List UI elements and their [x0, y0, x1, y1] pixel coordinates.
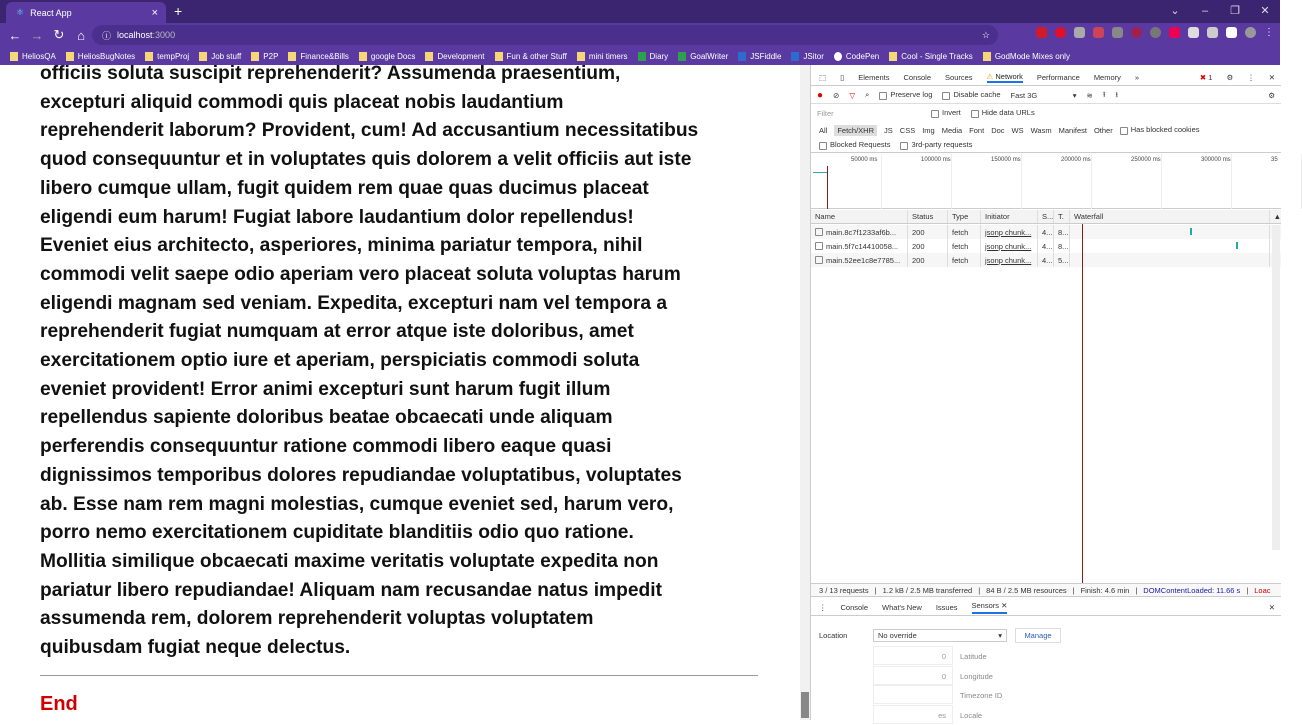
tab-label: Issues [935, 603, 958, 612]
time-tick: 35 [1271, 157, 1278, 163]
text-line: reprehenderit laborum? Provident, cum! Ad accusantium necessitatibus [40, 120, 699, 142]
table-row[interactable] [811, 239, 1281, 253]
text-line: ab. Esse nam rem magni molestias, cumque eveniet sed, harum vero, [40, 493, 674, 515]
row-checkbox[interactable] [815, 228, 823, 236]
browser-tab[interactable] [6, 2, 166, 23]
tab-search-icon[interactable]: ⌄ [1170, 5, 1180, 17]
tab-label: Console [840, 603, 869, 612]
time-tick: 50000 ms [851, 157, 878, 163]
tab-console[interactable] [904, 73, 932, 82]
load-marker [827, 166, 828, 209]
extension-icon[interactable] [1169, 27, 1180, 38]
waterfall-load-line [1082, 224, 1083, 583]
text-line: repellendus sapiente doloribus beatae obcaecati unde aliquam [40, 407, 613, 429]
cell-text: 200 [912, 241, 925, 251]
tab-label: Elements [858, 72, 890, 82]
bookmark-label: JSitor [803, 51, 824, 61]
preserve-log-checkbox[interactable]: Preserve log [879, 90, 932, 99]
cell-text: main.52ee1c8e7785... [826, 255, 901, 265]
type-filter-ws[interactable]: WS [1011, 125, 1024, 135]
home-icon[interactable]: ⌂ [77, 27, 85, 43]
close-drawer-icon[interactable]: ✕ [1268, 603, 1275, 612]
grid-line [1231, 154, 1232, 209]
puzzle-icon[interactable] [1188, 27, 1199, 38]
cell-initiator[interactable] [981, 253, 1038, 267]
requests-header [811, 210, 1281, 224]
type-filter-css[interactable]: CSS [899, 125, 916, 135]
extension-icon[interactable] [1112, 27, 1123, 38]
cell-text: jsonp chunk... [985, 227, 1032, 237]
type-filter-fetch-xhr[interactable]: Fetch/XHR [834, 125, 877, 136]
sensor-field[interactable] [873, 685, 953, 704]
sensors-panel [811, 625, 1281, 720]
clear-icon[interactable]: ⊘ [833, 90, 840, 100]
sensor-field[interactable]: 0 [873, 666, 953, 685]
record-icon[interactable]: ● [817, 89, 824, 101]
bookmark-label: Development [437, 51, 485, 61]
bookmark-label: tempProj [157, 51, 190, 61]
cell-status [908, 239, 948, 253]
devtools-panel [810, 65, 1280, 720]
text-line: pariatur libero repudiandae! Aliquam nam recusandae natus impedit [40, 579, 662, 601]
divider [40, 675, 758, 676]
error-count: 1 [1208, 72, 1213, 82]
cell-text: 4... [1042, 255, 1053, 265]
cell-type [948, 253, 981, 267]
cell-size [1038, 253, 1054, 267]
reading-list-icon[interactable] [1207, 27, 1218, 38]
text-line: excepturi aliquid commodi quis placeat nobis laudantium [40, 91, 564, 113]
settings-icon[interactable]: ⚙ [1226, 72, 1234, 82]
table-scrollbar[interactable] [1272, 225, 1280, 550]
cell-text: fetch [952, 227, 969, 237]
type-filter-all[interactable]: All [819, 125, 828, 135]
bookmark-label: CodePen [845, 51, 880, 61]
cell-size [1038, 239, 1054, 253]
cell-text: jsonp chunk... [985, 241, 1032, 251]
blue-icon [791, 52, 799, 61]
type-filter-img[interactable]: Img [922, 125, 935, 135]
cell-name [811, 225, 908, 239]
cell-text: jsonp chunk... [985, 255, 1032, 265]
scrollbar-thumb[interactable] [801, 692, 809, 718]
url-port: :3000 [152, 30, 176, 40]
tab-memory[interactable] [1094, 73, 1121, 82]
manage-button[interactable]: Manage [1015, 628, 1061, 643]
cell-text: 4... [1042, 241, 1053, 251]
info-icon: ⓘ [102, 30, 112, 41]
text-line: eligendi eum harum! Fugiat labore laudantium dolor repellendus! [40, 206, 634, 228]
bookmark-label: HeliosQA [22, 51, 56, 61]
bookmark-label: Cool - Single Tracks [901, 51, 973, 61]
close-window-button[interactable]: ✕ [1260, 5, 1270, 17]
filter-row [811, 105, 1281, 121]
cell-size [1038, 225, 1054, 239]
extension-icon[interactable] [1074, 27, 1085, 38]
tab-label: Sources [945, 72, 973, 82]
cell-text: fetch [952, 241, 969, 251]
tab-label: Network [995, 71, 1023, 81]
has-blocked-cookies-checkbox[interactable] [1120, 125, 1200, 134]
folder-icon [889, 52, 897, 61]
cell-text: fetch [952, 255, 969, 265]
bookmark[interactable] [738, 52, 781, 61]
url-host: localhost [117, 30, 153, 40]
text-line: officiis soluta suscipit reprehenderit? Assumenda praesentium, [40, 63, 621, 84]
grid-line [1021, 154, 1022, 209]
label: Has blocked cookies [1130, 125, 1200, 135]
cell-time [1054, 239, 1070, 253]
drawer-tab-whatsnew[interactable] [882, 603, 922, 612]
bookmark-label: Diary [649, 51, 669, 61]
bookmark-label: Finance&Bills [300, 51, 349, 61]
blocked-row [811, 138, 1281, 153]
drawer-menu-icon[interactable]: ⋮ [819, 603, 827, 612]
grid-line [881, 154, 882, 209]
filter-input[interactable]: Filter [817, 108, 834, 118]
text-line: quibusdam fugiat neque delectus. [40, 637, 351, 659]
tab-sources[interactable] [945, 73, 973, 82]
cell-initiator[interactable] [981, 239, 1038, 253]
network-summary: 3 / 13 requests | 1.2 kB / 2.5 MB transferred | 84 B / 2.5 MB resources | Finish: 4.6 min | DOMContentLoaded: 11.66 s | Loac [811, 583, 1281, 597]
tab-label: Memory [1093, 72, 1121, 82]
tab-title: React App [30, 7, 72, 18]
cell-time [1054, 253, 1070, 267]
text-line: porro nemo exercitationem cupiditate blanditiis odio quo ratione. [40, 522, 634, 544]
page-scrollbar[interactable] [800, 65, 810, 720]
type-filters [811, 122, 1281, 138]
tab-label: Console [903, 72, 932, 82]
grid-line [1161, 154, 1162, 209]
location-label: Location [819, 631, 848, 640]
cell-name [811, 253, 908, 267]
cell-text: main.5f7c14410058... [826, 241, 899, 251]
cell-name [811, 239, 908, 253]
cell-text: 200 [912, 227, 925, 237]
sort-icon[interactable]: ▲ [1273, 212, 1281, 221]
avatar[interactable] [1245, 27, 1256, 38]
drawer-tab-issues[interactable] [936, 603, 958, 612]
sensor-field[interactable]: es [873, 705, 953, 724]
text-line: Mollitia similique obcaecati maxime veritatis voluptate expedita non [40, 550, 659, 572]
text-line: eveniet provident! Error animi excepturi sunt harum fugit illum [40, 378, 611, 400]
error-icon: ✖ [1199, 72, 1209, 82]
grid-line [951, 154, 952, 209]
tab-label: Sensors [971, 601, 1000, 610]
cell-text: 4... [1042, 227, 1053, 237]
cell-initiator[interactable] [981, 225, 1038, 239]
type-filter-manifest[interactable]: Manifest [1058, 125, 1087, 135]
tab-elements[interactable] [858, 73, 889, 82]
type-filter-other[interactable]: Other [1093, 125, 1113, 135]
column-header[interactable]: Status [908, 210, 948, 223]
waterfall-cell [1070, 239, 1270, 253]
extension-icon[interactable] [1150, 27, 1161, 38]
device-toolbar-icon[interactable]: ▯ [840, 72, 845, 82]
finish-time: Finish: 4.6 min [1080, 585, 1130, 595]
grid-line [1091, 154, 1092, 209]
drawer-tab-console[interactable] [841, 603, 869, 612]
extension-icon[interactable] [1093, 27, 1104, 38]
text-line: commodi velit saepe odio aperiam vero placeat soluta voluptas harum [40, 263, 681, 285]
bookmark-label: HeliosBugNotes [77, 51, 136, 61]
waterfall-cell [1070, 253, 1270, 267]
devtools-tabs [811, 69, 1281, 86]
react-favicon-icon: ⚛ [16, 7, 25, 17]
bookmark-label: Fun & other Stuff [506, 51, 567, 61]
bookmark[interactable] [834, 52, 879, 61]
more-tabs-icon[interactable]: » [1134, 72, 1140, 82]
sensor-label: Longitude [960, 671, 993, 681]
requests-table [811, 225, 1271, 267]
back-icon[interactable]: ← [8, 27, 22, 43]
column-header[interactable]: Initiator [981, 210, 1038, 223]
close-tab-icon[interactable]: × [151, 6, 158, 19]
tab-label: Performance [1036, 72, 1080, 82]
cell-status [908, 225, 948, 239]
invert-checkbox[interactable]: Invert [931, 108, 961, 117]
cell-type [948, 239, 981, 253]
bookmark[interactable] [983, 52, 1070, 61]
waterfall-cell [1070, 225, 1270, 239]
tab-performance[interactable] [1037, 73, 1080, 82]
browser-toolbar [0, 23, 1280, 47]
star-icon[interactable]: ☆ [981, 29, 990, 40]
inspect-icon[interactable]: ⬚ [819, 72, 827, 82]
folder-icon [983, 52, 991, 61]
network-toolbar [811, 87, 1281, 104]
cell-text: main.8c7f1233af6b... [826, 227, 897, 237]
cell-status [908, 253, 948, 267]
bookmark-label: GoalWriter [690, 51, 729, 61]
reload-icon[interactable]: ↻ [53, 27, 65, 42]
extension-icon[interactable] [1055, 27, 1066, 38]
cell-text: 8... [1058, 227, 1069, 237]
throttle-select[interactable]: Fast 3G ▾ [1010, 90, 1077, 100]
end-heading: End [40, 693, 78, 715]
kebab-icon[interactable]: ⋮ [1247, 72, 1255, 82]
blocked-requests-checkbox[interactable]: Blocked Requests [819, 140, 890, 149]
transferred: 1.2 kB / 2.5 MB transferred [882, 585, 973, 595]
extension-icon[interactable] [1131, 27, 1142, 38]
text-line: eligendi magnam sed veniam. Expedita, excepturi nam vel tempora a [40, 292, 668, 314]
restore-button[interactable]: ❐ [1230, 5, 1240, 17]
type-filter-font[interactable]: Font [969, 125, 985, 135]
tab-label: What's New [882, 603, 922, 612]
text-line: reprehenderit fugiat numquam at error atque iste doloribus, amet [40, 321, 634, 343]
cell-time [1054, 225, 1070, 239]
import-har-icon[interactable]: ⭱ [1102, 89, 1106, 99]
folder-icon [10, 52, 18, 61]
page-viewport [0, 65, 800, 720]
table-row[interactable] [811, 253, 1281, 267]
tab-strip [0, 0, 1280, 23]
cell-type [948, 225, 981, 239]
table-row[interactable] [811, 225, 1281, 239]
bookmark-label: P2P [263, 51, 279, 61]
type-filter-js[interactable]: JS [884, 125, 893, 135]
bookmark-label: google Docs [370, 51, 416, 61]
bookmark[interactable] [889, 52, 973, 61]
disable-cache-checkbox[interactable]: Disable cache [942, 90, 1000, 99]
blue-icon [738, 52, 746, 61]
type-filter-wasm[interactable]: Wasm [1030, 125, 1052, 135]
new-tab-button[interactable]: + [174, 3, 183, 19]
filter-icon[interactable]: ▽ [849, 90, 856, 100]
drawer-tab-sensors[interactable] [972, 601, 1008, 614]
third-party-checkbox[interactable]: 3rd-party requests [900, 140, 972, 149]
sensor-label: Timezone ID [960, 691, 1003, 700]
network-conditions-icon[interactable]: ≋ [1086, 90, 1093, 100]
drawer-tabs [811, 600, 1281, 616]
row-checkbox[interactable] [815, 242, 823, 250]
cell-text: 200 [912, 255, 925, 265]
close-devtools-icon[interactable]: ✕ [1268, 72, 1275, 82]
extensions [1036, 27, 1274, 38]
type-filter-media[interactable]: Media [941, 125, 963, 135]
text-line: dignissimos temporibus dolores repudiandae voluptatibus, voluptates [40, 464, 682, 486]
minimize-button[interactable]: – [1201, 5, 1209, 17]
time-tick: 250000 ms [1131, 157, 1161, 163]
cell-text: 8... [1058, 241, 1069, 251]
dom-content-loaded: DOMContentLoaded: 11.66 s [1143, 585, 1241, 595]
text-line: Eveniet eius architecto, asperiores, minima pariatur tempora, nihil [40, 235, 643, 257]
resources: 84 B / 2.5 MB resources [986, 585, 1067, 595]
location-select[interactable]: No override ▾ [873, 629, 1007, 642]
waterfall-bar [1190, 228, 1192, 235]
side-panel-icon[interactable] [1226, 27, 1237, 38]
sensor-label: Locale [960, 710, 983, 720]
network-overview[interactable] [811, 154, 1281, 209]
close-tab-icon[interactable]: ✕ [999, 601, 1008, 610]
menu-icon[interactable]: ⋮ [1264, 27, 1274, 38]
column-header[interactable]: Waterfall [1070, 210, 1270, 223]
export-har-icon[interactable]: ⭳ [1115, 89, 1119, 99]
bookmark-label: GodMode Mixes only [994, 51, 1070, 61]
column-header[interactable]: T. [1054, 210, 1070, 223]
address-bar[interactable] [92, 25, 998, 45]
column-header[interactable]: Type [948, 210, 981, 223]
requests-count: 3 / 13 requests [819, 585, 869, 595]
column-header[interactable]: S... [1038, 210, 1054, 223]
bookmark-label: mini timers [588, 51, 628, 61]
time-tick: 100000 ms [921, 157, 951, 163]
text-line: libero cumque ullam, fugit quidem rem quae quas ducimus placeat [40, 177, 649, 199]
text-line: assumenda rem, dolorem reprehenderit voluptas voluptatem [40, 608, 594, 630]
search-icon[interactable]: ⌕ [865, 90, 870, 99]
extension-icon[interactable] [1036, 27, 1047, 38]
time-tick: 300000 ms [1201, 157, 1231, 163]
text-line: exercitationem optio iure et aperiam, perspiciatis commodi soluta [40, 350, 640, 372]
bookmark[interactable] [791, 52, 823, 61]
waterfall-bar [1236, 242, 1238, 249]
hide-data-urls-checkbox[interactable]: Hide data URLs [971, 108, 1035, 117]
time-tick: 200000 ms [1061, 157, 1091, 163]
text-line: quod consequuntur et in voluptates quis dolorem a velit officiis aut iste [40, 149, 692, 171]
codepen-icon [834, 52, 842, 61]
text-line: perferendis consequuntur ratione commodi libero eaque quasi [40, 436, 612, 458]
type-filter-doc[interactable]: Doc [991, 125, 1005, 135]
error-badge[interactable] [1200, 73, 1213, 82]
sensor-label: Latitude [960, 652, 987, 661]
column-header[interactable]: Name [811, 210, 908, 223]
bookmark-label: Job stuff [211, 51, 242, 61]
row-checkbox[interactable] [815, 256, 823, 264]
network-settings-icon[interactable]: ⚙ [1268, 90, 1275, 100]
forward-icon[interactable]: → [30, 27, 44, 43]
load-time: Loac [1254, 585, 1271, 595]
lorem-paragraph [40, 60, 698, 663]
time-tick: 150000 ms [991, 157, 1021, 163]
tab-network[interactable] [987, 72, 1023, 83]
cell-text: 5... [1058, 255, 1069, 265]
overview-bar [813, 172, 827, 173]
sensor-field[interactable]: 0 [873, 646, 953, 665]
bookmark-label: JSFiddle [750, 51, 782, 61]
warning-icon: ⚠ [986, 71, 996, 81]
